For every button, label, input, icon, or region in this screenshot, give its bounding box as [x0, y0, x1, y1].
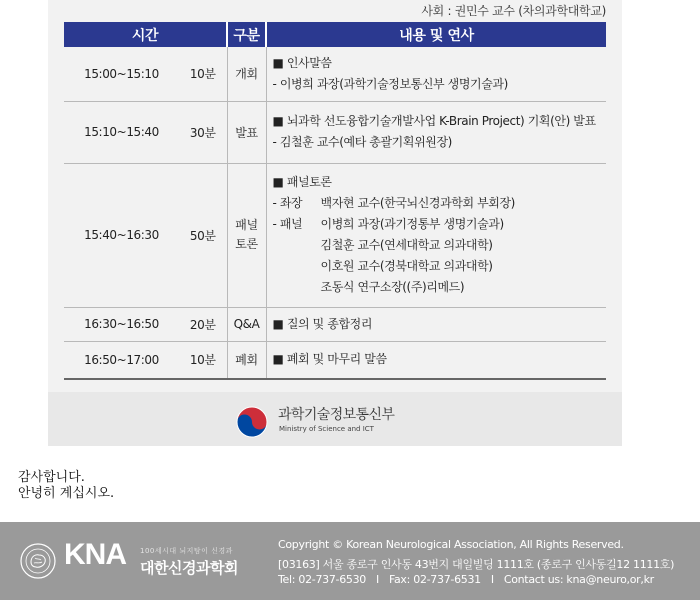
panelist: 김철훈 교수(연세대학교 의과대학): [320, 238, 493, 252]
table-row: [64, 341, 606, 379]
footer-copyright: Copyright © Korean Neurological Association, All Rights Reserved.: [278, 538, 624, 551]
table-row: [64, 47, 606, 101]
content-cell: [266, 47, 606, 101]
type-cell: 발표: [227, 101, 266, 163]
table-row: [64, 307, 606, 341]
panelist: 이호원 교수(경북대학교 의과대학): [320, 259, 493, 273]
moderator-note: 사회 : 권민수 교수 (차의과학대학교): [421, 4, 606, 18]
time-cell: 16:50~17:00: [64, 341, 179, 379]
table-row: [64, 163, 606, 307]
kna-name: 대한신경과학회: [140, 559, 238, 577]
table-row: [64, 101, 606, 163]
duration-cell: 30분: [179, 101, 227, 163]
content-line: ■ 패널토론: [272, 175, 332, 189]
header-time: 시간: [64, 22, 227, 47]
content-line: ■ 뇌과학 선도융합기술개발사업 K-Brain Project) 기획(안) 발표: [272, 114, 596, 128]
header-content: 내용 및 연사: [399, 27, 474, 44]
content-line: - 이병희 과장(과학기술정보통신부 생명기술과): [272, 76, 508, 91]
type-cell: 폐회: [227, 341, 266, 379]
kna-slogan: 100세시대 뇌지탐이 신경과: [140, 547, 233, 555]
footer-separator: I: [376, 573, 379, 586]
content-line: - 김철훈 교수(예타 총괄기획위원장): [272, 135, 452, 149]
footer-email-link[interactable]: Contact us: kna@neuro,or,kr: [503, 573, 654, 586]
panel-line: [273, 277, 607, 298]
footer-address: [03163] 서울 종로구 인사동 43번지 대일빌딩 1111호 (종로구 인사동길12 1111호): [278, 558, 675, 571]
closing-line: 안녕히 계십시오.: [18, 486, 115, 501]
taegeuk-logo-icon: [234, 404, 270, 440]
footer-contact-line: [278, 573, 654, 586]
header-type: 구분: [227, 22, 266, 47]
chair-value: 백자현 교수(한국뇌신경과학회 부회장): [320, 196, 515, 210]
panel-line: [273, 214, 607, 235]
content-cell: [266, 163, 606, 307]
panel-key: - 패널: [272, 217, 303, 231]
footer-fax: Fax: 02-737-6531: [388, 573, 481, 586]
type-cell: 개회: [227, 47, 266, 101]
panel-line: [273, 256, 607, 277]
duration-cell: 10분: [179, 47, 227, 101]
duration-cell: 20분: [179, 307, 227, 341]
duration-cell: 10분: [179, 341, 227, 379]
content-cell: [266, 341, 606, 379]
content-line: ■ 질의 및 종합정리: [272, 316, 373, 331]
content-cell: [266, 307, 606, 341]
time-cell: 16:30~16:50: [64, 307, 179, 341]
type-label: 패널 토론: [235, 218, 258, 251]
schedule-table: [64, 22, 606, 380]
footer: [0, 522, 700, 600]
content-line: ■ 인사말씀: [272, 55, 332, 70]
table-header-row: [64, 22, 606, 47]
content-line: ■ 폐회 및 마무리 말씀: [272, 352, 387, 367]
chair-key: - 좌장: [272, 196, 303, 210]
kna-seal-icon: [20, 543, 56, 579]
time-cell: 15:40~16:30: [64, 163, 179, 307]
ministry-name-eng: Ministry of Science and ICT: [279, 425, 374, 433]
time-cell: 15:10~15:40: [64, 101, 179, 163]
schedule-panel: [48, 0, 622, 446]
ministry-name-kor: 과학기술정보통신부: [278, 407, 395, 423]
closing-line: 감사합니다.: [18, 470, 85, 485]
type-cell: [227, 163, 266, 307]
duration-cell: 50분: [179, 163, 227, 307]
panelist: 조동식 연구소장((주)리메드): [320, 280, 465, 294]
panelist: 이병희 과장(과기정통부 생명기술과): [320, 217, 504, 231]
closing-message: [18, 470, 114, 502]
chair-line: [273, 193, 607, 214]
time-cell: 15:00~15:10: [64, 47, 179, 101]
ministry-logo-banner: [48, 392, 622, 446]
panel-line: [273, 235, 607, 256]
footer-tel: Tel: 02-737-6530: [278, 573, 367, 586]
kna-logo-text: KNA: [64, 538, 126, 571]
content-cell: [266, 101, 606, 163]
type-cell: Q&A: [227, 307, 266, 341]
footer-separator: I: [490, 573, 494, 586]
